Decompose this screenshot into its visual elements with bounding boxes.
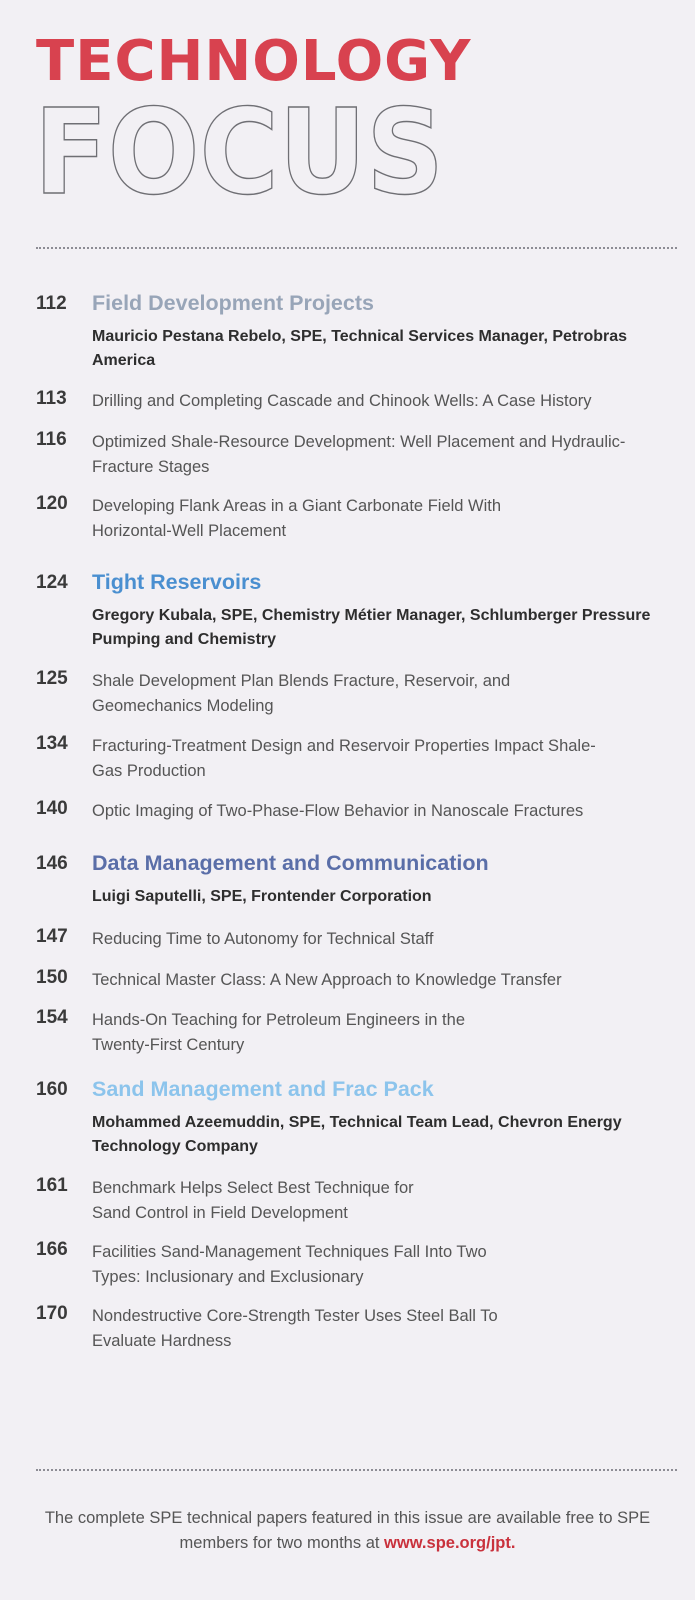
article-title: Optimized Shale-Resource Development: Well Placement and Hydraulic-Fracture Stages	[92, 433, 626, 476]
section-page-number: 112	[36, 293, 67, 314]
section-editor: Mauricio Pestana Rebelo, SPE, Technical Services Manager, Petrobras America	[92, 328, 628, 369]
section-page-number: 146	[36, 853, 68, 874]
article-title: Facilities Sand-Management Techniques Fall Into Two Types: Inclusionary and Exclusionary	[92, 1243, 487, 1286]
header-focus-outline	[34, 95, 454, 210]
section-editor: Gregory Kubala, SPE, Chemistry Métier Manager, Schlumberger Pressure Pumping and Chemistry	[92, 607, 651, 648]
article-title: Benchmark Helps Select Best Technique for Sand Control in Field Development	[92, 1179, 414, 1222]
footer-period: .	[510, 1533, 516, 1552]
article-page-number: 147	[36, 926, 68, 947]
article-page-number: 140	[36, 798, 68, 819]
article-page-number: 120	[36, 493, 68, 514]
section-editor: Mohammed Azeemuddin, SPE, Technical Team Lead, Chevron Energy Technology Company	[92, 1114, 622, 1155]
article-title: Developing Flank Areas in a Giant Carbonate Field With Horizontal-Well Placement	[92, 497, 502, 540]
footer-link[interactable]: www.spe.org/jpt	[384, 1533, 511, 1552]
article-page-number: 134	[36, 733, 68, 754]
article-title: Optic Imaging of Two-Phase-Flow Behavior in Nanoscale Fractures	[92, 802, 584, 820]
article-page-number: 116	[36, 429, 67, 450]
article-page-number: 170	[36, 1303, 68, 1324]
footer-note	[40, 1506, 655, 1555]
article-page-number: 113	[36, 388, 67, 409]
section-page-number: 124	[36, 572, 68, 593]
article-title: Technical Master Class: A New Approach to Knowledge Transfer	[92, 971, 562, 989]
section-title: Field Development Projects	[92, 291, 374, 315]
header-focus-text: FOCUS	[34, 95, 444, 210]
section-page-number: 160	[36, 1079, 68, 1100]
header-technology: TECHNOLOGY	[36, 29, 472, 94]
article-title: Shale Development Plan Blends Fracture, Reservoir, and Geomechanics Modeling	[92, 672, 511, 715]
article-page-number: 166	[36, 1239, 68, 1260]
section-title: Data Management and Communication	[92, 851, 489, 875]
top-dotted-divider	[36, 247, 677, 249]
article-title: Fracturing-Treatment Design and Reservoir Properties Impact Shale-Gas Production	[92, 737, 596, 780]
article-page-number: 161	[36, 1175, 68, 1196]
article-title: Hands-On Teaching for Petroleum Engineers in the Twenty-First Century	[92, 1011, 465, 1054]
bottom-dotted-divider	[36, 1469, 677, 1471]
footer-text: The complete SPE technical papers featured in this issue are available free to SPE members for two months at	[44, 1509, 651, 1552]
article-title: Reducing Time to Autonomy for Technical Staff	[92, 930, 434, 948]
article-page-number: 125	[36, 668, 68, 689]
section-title: Tight Reservoirs	[92, 570, 262, 594]
article-page-number: 150	[36, 967, 68, 988]
article-title: Nondestructive Core-Strength Tester Uses Steel Ball To Evaluate Hardness	[92, 1307, 498, 1350]
section-editor: Luigi Saputelli, SPE, Frontender Corporation	[92, 888, 432, 905]
article-page-number: 154	[36, 1007, 68, 1028]
section-title: Sand Management and Frac Pack	[92, 1077, 434, 1101]
article-title: Drilling and Completing Cascade and Chinook Wells: A Case History	[92, 392, 592, 410]
